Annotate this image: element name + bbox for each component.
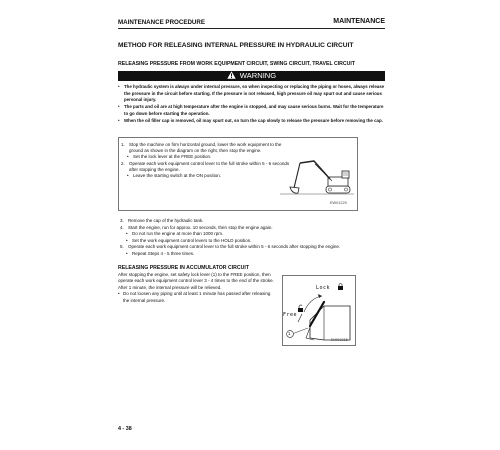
step-number: 4. <box>120 224 124 230</box>
warning-banner <box>118 71 385 81</box>
step-5 <box>120 244 380 251</box>
accumulator-bullet: • Do not loosen any piping until at least 1 minute has passed after releasing the internal pressure. <box>118 291 276 304</box>
free-label: Free <box>283 312 298 318</box>
warning-item: • The hydraulic system is always under internal pressure, so when inspecting or replacing the piping or hoses, always release the pressure in the circuit before starting. If the pressure is not released, high pressure oil may spurt out and cause serious personal injury. <box>118 84 385 104</box>
step-number: 1. <box>121 142 125 147</box>
procedure-box-text <box>121 142 293 179</box>
accumulator-heading: RELEASING PRESSURE IN ACCUMULATOR CIRCUIT <box>118 265 250 271</box>
step-4-bullet: • Do not run the engine at more than 1000 rpm. <box>120 231 380 238</box>
accumulator-text <box>118 272 276 304</box>
step-text: Remove the cap of the hydraulic tank. <box>128 218 204 223</box>
step-number: 2. <box>121 160 125 166</box>
warning-icon <box>227 71 236 79</box>
warning-item: • When the oil filler cap is removed, oil may spurt out, so turn the cap slowly to release the pressure before removing the cap. <box>118 118 385 125</box>
warning-label: WARNING <box>239 71 277 80</box>
step-1-bullet: • Set the lock lever at the FREE position. <box>121 154 293 160</box>
warning-item: • The parts and oil are at high temperature after the engine is stopped, and may cause serious burns. Wait for the temperature to go down before starting the operation. <box>118 104 385 117</box>
step-text: Operate each work equipment control lever to the full stroke within 5 - 6 seconds after stopping the engine. <box>129 160 290 172</box>
step-2-bullet: • Leave the starting switch at the ON position. <box>121 173 293 179</box>
warning-list <box>118 84 385 125</box>
header-left: MAINTENANCE PROCEDURE <box>118 19 205 26</box>
procedure-steps <box>120 218 380 258</box>
step-4-bullet: • Set the work equipment control levers to the HOLD position. <box>120 238 380 245</box>
step-2 <box>121 161 293 173</box>
figure-code-1: EW01229 <box>330 201 347 205</box>
step-text: Operate each work equipment control lever to the full stroke within 5 - 6 seconds after stopping the engine. <box>128 244 341 250</box>
step-3 <box>120 218 380 225</box>
step-number: 5. <box>120 244 124 250</box>
section-title: METHOD FOR RELEASING INTERNAL PRESSURE IN HYDRAULIC CIRCUIT <box>118 42 354 49</box>
step-text: Stop the machine on firm horizontal ground, lower the work equipment to the ground as shown in the diagram on the right, then stop the engine. <box>129 142 282 154</box>
lock-label: Lock <box>316 285 331 291</box>
callout-1: 1 <box>288 331 291 336</box>
step-number: 3. <box>120 218 124 223</box>
header-right: MAINTENANCE <box>333 18 385 25</box>
header-rule <box>118 28 385 29</box>
step-4 <box>120 225 380 232</box>
section-subtitle: RELEASING PRESSURE FROM WORK EQUIPMENT CIRCUIT, SWING CIRCUIT, TRAVEL CIRCUIT <box>118 61 355 67</box>
excavator-diagram <box>280 152 354 202</box>
accumulator-paragraph: After stopping the engine, set safety lock lever (1) to the FREE position, then operate each work equipment control lever 3 - 4 times to the end of the stroke. After 1 minute, the internal pressure will be relieved. <box>118 272 274 290</box>
step-5-bullet: • Repeat Steps 4 - 5 three times. <box>120 251 380 258</box>
step-text: Start the engine, run for approx. 10 seconds, then stop the engine again. <box>128 224 273 230</box>
page-number: 4 - 38 <box>118 426 132 432</box>
figure-code-2: EW01315 <box>331 338 348 342</box>
step-1 <box>121 142 293 154</box>
